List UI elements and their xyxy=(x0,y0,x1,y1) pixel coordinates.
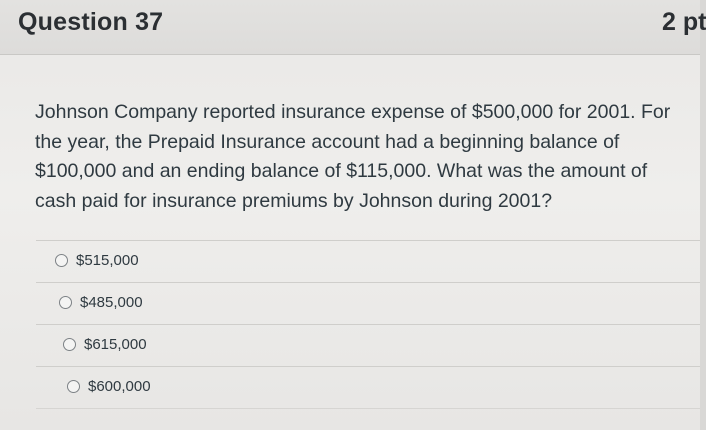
radio-button[interactable] xyxy=(67,380,80,393)
question-title: Question 37 xyxy=(18,8,164,36)
radio-button[interactable] xyxy=(63,338,76,351)
answer-option-4[interactable] xyxy=(36,366,700,409)
answer-label: $485,000 xyxy=(80,294,143,311)
question-text-line: cash paid for insurance premiums by Johnson during 2001? xyxy=(35,189,553,212)
question-text-line: the year, the Prepaid Insurance account had a beginning balance of xyxy=(35,130,620,153)
answer-option-1[interactable] xyxy=(36,240,700,282)
answer-option-3[interactable] xyxy=(36,324,700,366)
radio-button[interactable] xyxy=(55,254,68,267)
answer-label: $600,000 xyxy=(88,378,151,395)
question-header xyxy=(0,0,706,55)
answer-option-2[interactable] xyxy=(36,282,700,324)
question-points: 2 pt xyxy=(662,8,706,36)
answer-label: $615,000 xyxy=(84,336,147,353)
answer-list xyxy=(36,240,700,409)
question-text-line: $100,000 and an ending balance of $115,000. What was the amount of xyxy=(35,160,648,182)
radio-button[interactable] xyxy=(59,296,72,309)
question-text-line: Johnson Company reported insurance expense of $500,000 for 2001. For xyxy=(35,101,671,123)
answer-label: $515,000 xyxy=(76,252,139,269)
question-text xyxy=(35,98,675,216)
